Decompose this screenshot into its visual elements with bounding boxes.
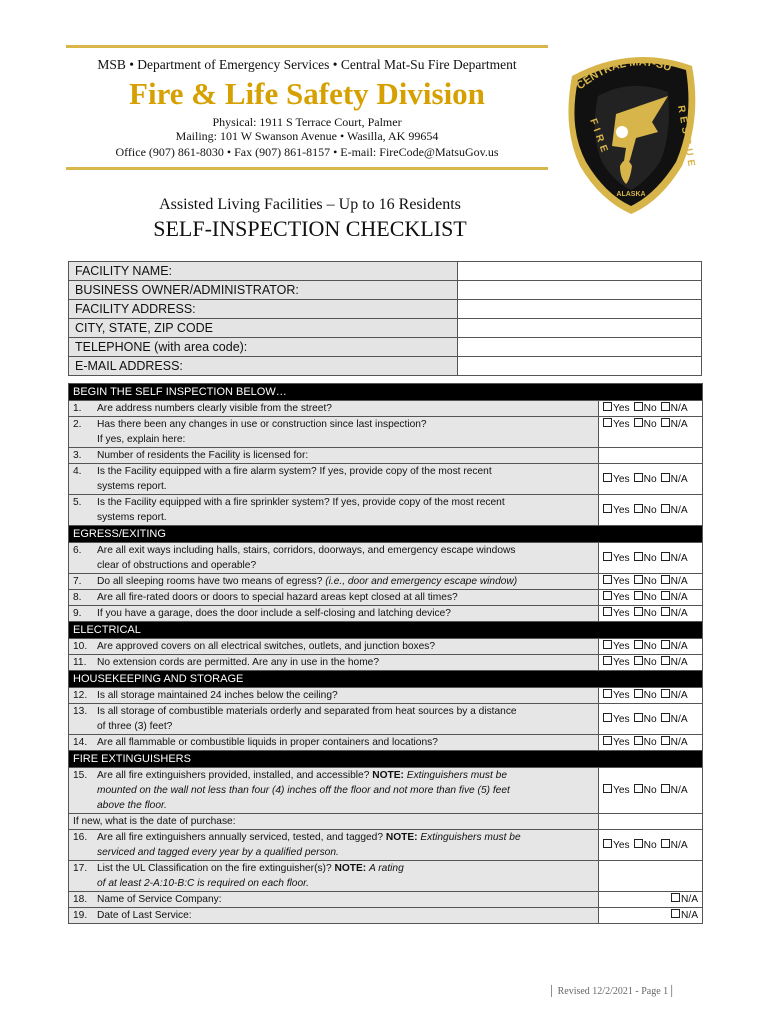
checklist-row: 12. Is all storage maintained 24 inches below the ceiling? Yes No N/A — [69, 688, 703, 704]
option-yes-checkbox[interactable]: Yes — [603, 505, 630, 516]
checkbox-icon — [661, 689, 670, 698]
checkbox-icon — [603, 640, 612, 649]
checklist-row: 17. List the UL Classification on the fire extinguisher(s)? NOTE: A rating of at least 2-A:10-B:C is required on each floor. — [69, 861, 703, 892]
option-yes-checkbox[interactable]: Yes — [603, 840, 630, 851]
form-subtitle: Assisted Living Facilities – Up to 16 Residents — [159, 196, 461, 213]
option-yes-checkbox[interactable]: Yes — [603, 592, 630, 603]
badge-top-text: CENTRAL MAT-SU — [574, 56, 673, 93]
option-na-checkbox[interactable]: N/A — [661, 737, 688, 748]
option-no-checkbox[interactable]: No — [634, 840, 657, 851]
checkbox-icon — [661, 784, 670, 793]
info-row — [69, 338, 702, 357]
answer-options[interactable] — [599, 590, 703, 606]
checklist-row: 5. Is the Facility equipped with a fire sprinkler system? If yes, provide copy of the most recent systems report. Yes No N/A — [69, 495, 703, 526]
option-na-checkbox[interactable]: N/A — [661, 840, 688, 851]
checkbox-icon — [634, 640, 643, 649]
answer-options[interactable] — [599, 606, 703, 622]
info-row — [69, 300, 702, 319]
checkbox-icon — [634, 575, 643, 584]
answer-options[interactable] — [599, 655, 703, 671]
fire-rescue-badge-logo — [560, 48, 702, 218]
checklist-row: 15. Are all fire extinguishers provided, installed, and accessible? NOTE: Extinguishers must be mounted on the wall not less than four (4) inches off the floor and not more than five (5) feet above the floor. Yes No N/A — [69, 768, 703, 814]
contact-line: Office (907) 861-8030 • Fax (907) 861-8157 • E-mail: FireCode@MatsuGov.us — [115, 145, 499, 159]
option-na-checkbox[interactable]: N/A — [661, 641, 688, 652]
info-row — [69, 319, 702, 338]
option-no-checkbox[interactable]: No — [634, 505, 657, 516]
checkbox-icon — [661, 418, 670, 427]
checkbox-icon — [634, 713, 643, 722]
checkbox-icon — [603, 656, 612, 665]
checklist-row: 16. Are all fire extinguishers annually serviced, tested, and tagged? NOTE: Extinguishers must be serviced and tagged every year by a qualified person. Yes No N/A — [69, 830, 703, 861]
checkbox-icon — [634, 656, 643, 665]
info-label: FACILITY ADDRESS: — [69, 300, 458, 319]
info-row — [69, 281, 702, 300]
answer-options[interactable] — [599, 830, 703, 861]
option-no-checkbox[interactable]: No — [634, 714, 657, 725]
checkbox-icon — [661, 552, 670, 561]
checklist-row: 1. Are address numbers clearly visible from the street? Yes No N/A — [69, 401, 703, 417]
checklist-row: 9. If you have a garage, does the door include a self-closing and latching device? Yes No N/A — [69, 606, 703, 622]
physical-address: Physical: 1911 S Terrace Court, Palmer — [212, 115, 402, 129]
checklist-row: 6. Are all exit ways including halls, stairs, corridors, doorways, and emergency escape windows clear of obstructions and operable? Yes No N/A — [69, 543, 703, 574]
option-no-checkbox[interactable]: No — [634, 657, 657, 668]
form-title: SELF-INSPECTION CHECKLIST — [153, 216, 467, 241]
option-no-checkbox[interactable]: No — [634, 608, 657, 619]
purchase-date-label: If new, what is the date of purchase: — [69, 814, 599, 830]
checkbox-icon — [603, 402, 612, 411]
info-label: TELEPHONE (with area code): — [69, 338, 458, 357]
checkbox-icon — [603, 689, 612, 698]
checkbox-icon — [634, 839, 643, 848]
answer-options[interactable] — [599, 735, 703, 751]
checkbox-icon — [634, 473, 643, 482]
option-no-checkbox[interactable]: No — [634, 592, 657, 603]
checklist-row: 11. No extension cords are permitted. Are any in use in the home? Yes No N/A — [69, 655, 703, 671]
checkbox-icon — [634, 418, 643, 427]
checkbox-icon — [603, 736, 612, 745]
page-footer: │ Revised 12/2/2021 - Page 1│ — [548, 986, 676, 997]
answer-options[interactable] — [599, 704, 703, 735]
checklist-table — [68, 383, 703, 924]
info-row — [69, 262, 702, 281]
section-header: BEGIN THE SELF INSPECTION BELOW… — [69, 384, 703, 401]
checkbox-icon — [661, 402, 670, 411]
checkbox-icon — [661, 713, 670, 722]
badge-right-text: RESCUE — [675, 104, 698, 172]
option-yes-checkbox[interactable]: Yes — [603, 657, 630, 668]
checkbox-icon — [603, 784, 612, 793]
email-field[interactable] — [458, 357, 702, 376]
checkbox-icon — [603, 575, 612, 584]
checklist-row: 18. Name of Service Company: N/A — [69, 892, 703, 908]
checkbox-icon — [634, 591, 643, 600]
checkbox-icon — [661, 607, 670, 616]
badge-left-text: FIRE — [587, 117, 611, 158]
checkbox-icon — [661, 591, 670, 600]
option-no-checkbox[interactable]: No — [634, 737, 657, 748]
checkbox-icon — [661, 504, 670, 513]
checklist-row: 4. Is the Facility equipped with a fire alarm system? If yes, provide copy of the most recent systems report. Yes No N/A — [69, 464, 703, 495]
owner-field[interactable] — [458, 281, 702, 300]
answer-options[interactable] — [599, 401, 703, 417]
option-yes-checkbox[interactable]: Yes — [603, 641, 630, 652]
option-na-checkbox[interactable]: N/A — [661, 657, 688, 668]
section-header: HOUSEKEEPING AND STORAGE — [69, 671, 703, 688]
checkbox-icon — [661, 736, 670, 745]
service-company-na[interactable]: N/A — [599, 892, 703, 908]
facility-info-table — [68, 261, 702, 376]
option-na-checkbox[interactable]: N/A — [661, 690, 688, 701]
checklist-row: 10. Are approved covers on all electrical switches, outlets, and junction boxes? Yes No N/A — [69, 639, 703, 655]
checklist-row: 2. Has there been any changes in use or construction since last inspection? If yes, explain here: Yes No N/A — [69, 417, 703, 448]
option-yes-checkbox[interactable]: Yes — [603, 608, 630, 619]
checkbox-icon — [661, 473, 670, 482]
info-row — [69, 357, 702, 376]
checkbox-icon — [603, 552, 612, 561]
option-yes-checkbox[interactable]: Yes — [603, 553, 630, 564]
checklist-row: 3. Number of residents the Facility is licensed for: — [69, 448, 703, 464]
checklist-row: 8. Are all fire-rated doors or doors to special hazard areas kept closed at all times? Yes No N/A — [69, 590, 703, 606]
checklist-row: 19. Date of Last Service: N/A — [69, 908, 703, 924]
option-no-checkbox[interactable]: No — [634, 403, 657, 414]
option-no-checkbox[interactable]: No — [634, 419, 657, 430]
info-label: FACILITY NAME: — [69, 262, 458, 281]
option-na-checkbox[interactable]: N/A — [661, 576, 688, 587]
info-label: E-MAIL ADDRESS: — [69, 357, 458, 376]
answer-options[interactable] — [599, 688, 703, 704]
option-yes-checkbox[interactable]: Yes — [603, 576, 630, 587]
option-na-checkbox[interactable]: N/A — [661, 553, 688, 564]
answer-options[interactable] — [599, 768, 703, 814]
checklist-row — [69, 814, 703, 830]
checkbox-icon — [661, 640, 670, 649]
checkbox-icon — [634, 689, 643, 698]
checklist-row: 13. Is all storage of combustible materials orderly and separated from heat sources by a distance of three (3) feet? Yes No N/A — [69, 704, 703, 735]
option-na-checkbox[interactable]: N/A — [661, 608, 688, 619]
option-no-checkbox[interactable]: No — [634, 553, 657, 564]
option-no-checkbox[interactable]: No — [634, 641, 657, 652]
checkbox-icon — [603, 504, 612, 513]
address-field[interactable] — [458, 300, 702, 319]
option-na-checkbox[interactable]: N/A — [661, 419, 688, 430]
checkbox-icon — [634, 504, 643, 513]
option-no-checkbox[interactable]: No — [634, 690, 657, 701]
info-label: CITY, STATE, ZIP CODE — [69, 319, 458, 338]
checkbox-icon — [634, 736, 643, 745]
answer-options[interactable] — [599, 639, 703, 655]
checkbox-icon — [661, 575, 670, 584]
checkbox-icon — [634, 402, 643, 411]
ul-classification-field[interactable] — [599, 861, 703, 892]
answer-options[interactable] — [599, 574, 703, 590]
checkbox-icon — [634, 607, 643, 616]
facility-name-field[interactable] — [458, 262, 702, 281]
badge-bottom-text: ALASKA — [616, 191, 646, 198]
answer-options[interactable] — [599, 543, 703, 574]
info-label: BUSINESS OWNER/ADMINISTRATOR: — [69, 281, 458, 300]
option-yes-checkbox[interactable]: Yes — [603, 737, 630, 748]
checkbox-icon — [603, 713, 612, 722]
option-no-checkbox[interactable]: No — [634, 785, 657, 796]
answer-options[interactable] — [599, 464, 703, 495]
checkbox-icon — [603, 473, 612, 482]
answer-options[interactable] — [599, 417, 703, 448]
checkbox-icon — [661, 839, 670, 848]
answer-options[interactable] — [599, 495, 703, 526]
header-rule-bottom — [66, 167, 548, 170]
telephone-field[interactable] — [458, 338, 702, 357]
last-service-na[interactable]: N/A — [599, 908, 703, 924]
section-header: ELECTRICAL — [69, 622, 703, 639]
checkbox-icon — [603, 607, 612, 616]
checklist-row: 7. Do all sleeping rooms have two means of egress? (i.e., door and emergency escape window) Yes No N/A — [69, 574, 703, 590]
option-yes-checkbox[interactable]: Yes — [603, 474, 630, 485]
option-na-checkbox[interactable]: N/A — [661, 592, 688, 603]
checkbox-icon — [603, 591, 612, 600]
option-yes-checkbox[interactable]: Yes — [603, 403, 630, 414]
checkbox-icon — [661, 656, 670, 665]
header-rule-top — [66, 45, 548, 48]
option-yes-checkbox[interactable]: Yes — [603, 714, 630, 725]
option-no-checkbox[interactable]: No — [634, 474, 657, 485]
option-yes-checkbox[interactable]: Yes — [603, 785, 630, 796]
option-yes-checkbox[interactable]: Yes — [603, 419, 630, 430]
section-header: FIRE EXTINGUISHERS — [69, 751, 703, 768]
checkbox-icon — [603, 418, 612, 427]
option-na-checkbox[interactable]: N/A — [661, 714, 688, 725]
option-na-checkbox[interactable]: N/A — [661, 403, 688, 414]
option-na-checkbox[interactable]: N/A — [661, 785, 688, 796]
option-yes-checkbox[interactable]: Yes — [603, 690, 630, 701]
option-no-checkbox[interactable]: No — [634, 576, 657, 587]
checkbox-icon — [634, 784, 643, 793]
section-header: EGRESS/EXITING — [69, 526, 703, 543]
option-na-checkbox[interactable]: N/A — [661, 505, 688, 516]
resident-count-field[interactable] — [599, 448, 703, 464]
agency-line: MSB • Department of Emergency Services • Central Mat-Su Fire Department — [97, 57, 517, 72]
checkbox-icon — [634, 552, 643, 561]
option-na-checkbox[interactable]: N/A — [661, 474, 688, 485]
city-state-zip-field[interactable] — [458, 319, 702, 338]
purchase-date-field[interactable] — [599, 814, 703, 830]
mailing-address: Mailing: 101 W Swanson Avenue • Wasilla, AK 99654 — [175, 129, 439, 143]
checkbox-icon — [603, 839, 612, 848]
checklist-row: 14. Are all flammable or combustible liquids in proper containers and locations? Yes No N/A — [69, 735, 703, 751]
division-title: Fire & Life Safety Division — [129, 76, 485, 111]
